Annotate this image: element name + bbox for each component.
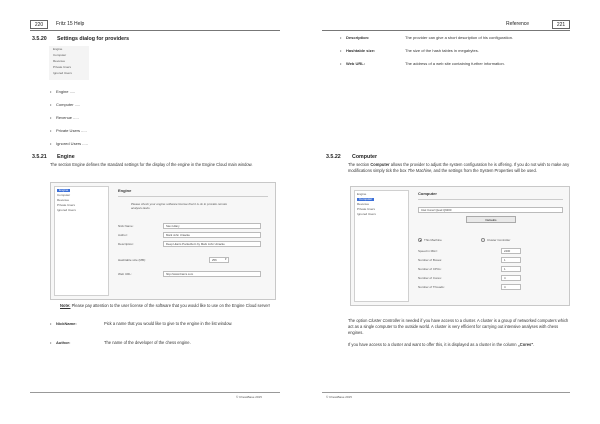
dialog-list-revenue[interactable]: Revenue: [57, 198, 70, 202]
description-input[interactable]: Deep Hiarcs Pocketborn by Mark John Uniacke: [163, 241, 261, 247]
dialog-heading: Engine: [118, 188, 132, 193]
section-number-3522: 3.5.22: [326, 154, 341, 160]
bullet-dot: •: [340, 48, 342, 53]
field-label-cores: Number of Cores:: [418, 276, 442, 280]
def-term-web-url: Web URL:: [346, 61, 366, 66]
field-label-cpus: Number of CPUs:: [418, 267, 442, 271]
provider-menu-image: [49, 46, 89, 80]
def-desc-web-url: The address of a web site containing further information.: [405, 61, 505, 66]
dialog-list-engine[interactable]: Engine: [59, 188, 69, 192]
engine-dialog-screenshot: [50, 182, 276, 300]
page-number-left: 220: [30, 20, 48, 29]
note-label: Note:: [60, 303, 71, 308]
intro-text-the-machine: The Machine: [407, 167, 432, 173]
computer-dialog-screenshot: [350, 186, 570, 306]
dialog-list-private-users[interactable]: Private Users: [57, 203, 76, 207]
bullet-dot: •: [340, 35, 342, 40]
chevron-down-icon: ▾: [225, 257, 227, 261]
footer-rule-left: [30, 392, 280, 393]
section-3521-intro: The section Engine defines the standard settings for the display of the engine in the Engine Cloud main window.: [50, 162, 253, 167]
menu-item-revenue: Revenue: [53, 59, 66, 63]
para2-text-cores: „Cores": [517, 342, 534, 347]
header-rule-left: [30, 30, 280, 31]
note-text: Please pay attention to the user license of the software that you would like to use on the Engine Cloud server!: [70, 303, 271, 308]
bullet-engine: Engine .....: [56, 89, 76, 94]
def-term-author: Author:: [56, 340, 71, 345]
dialog-category-list: [354, 190, 409, 302]
para1-text-c: is needed if you have access to a cluster. A cluster is a group of networked computers which act as a single computer to the outside world. A cluster is very efficient for carrying out intensive analyses with chess engines.: [348, 318, 569, 335]
cores-paragraph: [348, 342, 570, 348]
nick-name-input[interactable]: Stev Hilary: [163, 223, 261, 229]
dialog-heading: Computer: [418, 191, 437, 196]
def-term-hashtable: Hashtable size:: [346, 48, 376, 53]
hashtable-select[interactable]: 256: [209, 257, 229, 263]
intro-text-computer: Computer: [370, 162, 390, 167]
dialog-heading-divider: [418, 199, 563, 200]
dialog-heading-divider: [118, 196, 268, 197]
bullet-dot: •: [50, 102, 52, 107]
section-title-3521: Engine: [57, 154, 75, 160]
threads-spinner[interactable]: 4: [501, 284, 521, 290]
bullet-ignored-users: Ignored Users .....: [56, 141, 88, 146]
dialog-list-ignored-users[interactable]: Ignored Users: [57, 208, 76, 212]
field-label-nick-name: Nick Name:: [118, 224, 134, 228]
para2-text-c: .: [533, 342, 535, 347]
def-term-nickname: NickName:: [56, 321, 77, 326]
bullet-dot: •: [50, 128, 52, 133]
def-desc-author: The name of the developer of the chess engine.: [104, 340, 191, 345]
defaults-button[interactable]: Defaults: [466, 216, 516, 223]
section-title-3520: Settings dialog for providers: [57, 36, 130, 42]
dialog-list-revenue[interactable]: Revenue: [357, 202, 370, 206]
bullet-dot: •: [50, 141, 52, 146]
bullet-dot: •: [50, 89, 52, 94]
field-label-threads: Number of Threads:: [418, 285, 445, 289]
radio-this-machine[interactable]: [418, 238, 422, 242]
dialog-license-note: Please check your engine software license that it is ok to provide remote analysis tasks.: [131, 202, 228, 211]
running-title-left: Fritz 15 Help: [56, 21, 85, 27]
menu-item-engine: Engine: [53, 47, 63, 51]
cpus-spinner[interactable]: 1: [501, 266, 521, 272]
field-label-speed: Speed in MHz:: [418, 249, 438, 253]
field-label-description: Description:: [118, 242, 134, 246]
dialog-list-engine[interactable]: Engine: [357, 192, 367, 196]
field-label-author: Author:: [118, 233, 128, 237]
boxes-spinner[interactable]: 1: [501, 257, 521, 263]
footer-rule-right: [322, 392, 570, 393]
bullet-dot: •: [50, 321, 52, 326]
menu-item-computer: Computer: [53, 53, 67, 57]
speed-spinner[interactable]: 2400: [501, 248, 521, 254]
radio-cluster-controller[interactable]: [481, 238, 485, 242]
field-label-web-url: Web URL:: [118, 272, 132, 276]
section-3522-intro: [348, 162, 570, 174]
section-number-3521: 3.5.21: [32, 154, 47, 160]
license-note-paragraph: [60, 303, 280, 309]
author-input[interactable]: Mark John Uniacke: [163, 232, 261, 238]
dialog-list-computer[interactable]: Computer: [359, 197, 373, 201]
bullet-computer: Computer .....: [56, 102, 81, 107]
radio-label-this-machine: This Machine: [424, 238, 442, 242]
intro-text-a: The section: [348, 162, 371, 167]
dialog-list-ignored-users[interactable]: Ignored Users: [357, 212, 376, 216]
para1-text-a: The option: [348, 318, 369, 323]
para2-text-a: If you have access to a cluster and want to offer this, it is displayed as a cluster in the column: [348, 342, 518, 347]
def-desc-nickname: Pick a name that you would like to give to the engine in the list window.: [104, 321, 233, 326]
cores-spinner[interactable]: 4: [501, 275, 521, 281]
page-number-right: 221: [552, 20, 570, 29]
bullet-dot: •: [340, 61, 342, 66]
running-title-right: Reference: [506, 21, 530, 27]
def-desc-hashtable: The size of the hash tables in megabytes.: [405, 48, 479, 53]
dialog-category-list: [54, 186, 109, 296]
bullet-private-users: Private Users .....: [56, 128, 87, 133]
para1-text-cluster-controller: Cluster Controller: [368, 318, 401, 323]
dialog-list-private-users[interactable]: Private Users: [357, 207, 376, 211]
field-label-hashtable: Hashtable size (MB):: [118, 258, 146, 262]
bullet-revenue: Revenue .....: [56, 115, 79, 120]
bullet-dot: •: [50, 340, 52, 345]
def-desc-description: The provider can give a short description of his configuration.: [405, 35, 514, 40]
menu-item-private-users: Private Users: [53, 65, 72, 69]
section-number-3520: 3.5.20: [32, 36, 47, 42]
section-title-3522: Computer: [352, 154, 378, 160]
radio-label-cluster-controller: Cluster Controller: [487, 238, 511, 242]
header-rule-right: [322, 30, 570, 31]
cluster-paragraph: [348, 318, 570, 336]
footer-right: © ChessBase 2015: [326, 395, 352, 399]
cpu-name-input[interactable]: Intel Core2 Quad Q9300: [418, 207, 563, 213]
def-term-description: Description:: [346, 35, 370, 40]
footer-left: © ChessBase 2015: [236, 395, 262, 399]
field-label-boxes: Number of Boxes:: [418, 258, 443, 262]
intro-text-e: , and the settings from the System Properties will be used.: [431, 167, 537, 173]
bullet-dot: •: [50, 115, 52, 120]
dialog-list-computer[interactable]: Computer: [57, 193, 71, 197]
intro-text-c: allows the provider to adjust the system configuration he is offering. If you do not wish to make any modifications simply tick the box: [348, 162, 570, 173]
web-url-input[interactable]: http://www.hiarcs.com: [163, 271, 261, 277]
menu-item-ignored-users: Ignored Users: [53, 71, 72, 75]
